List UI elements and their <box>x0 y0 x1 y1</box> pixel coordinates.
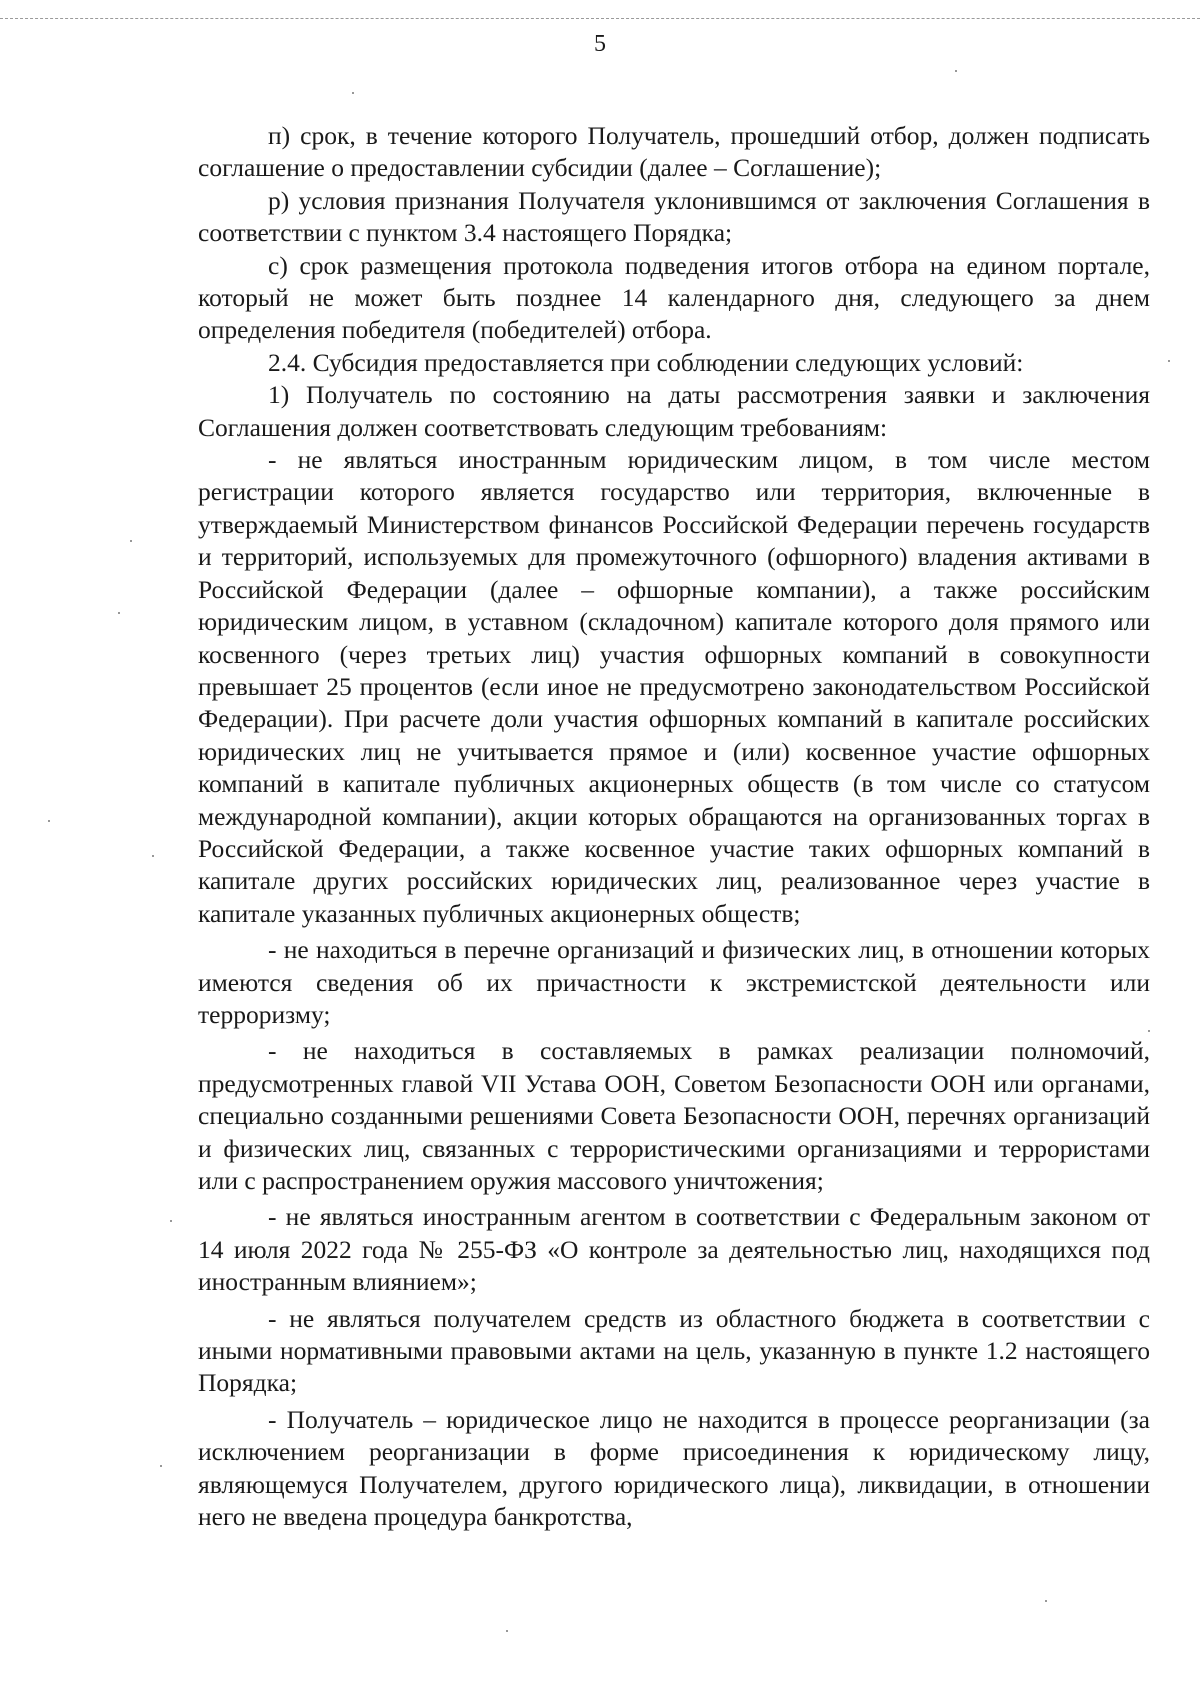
scan-speck <box>955 70 957 72</box>
scan-edge-line <box>0 18 1200 19</box>
paragraph-reorganization-requirement: - Получатель – юридическое лицо не находится в процессе реорганизации (за исключением реорганизации в форме присоединения к юридическому лицу, являющемуся Получателем, другого юридического лица), ликвидации, в отношении него не введена процедура банкротства, <box>198 1404 1150 1532</box>
page-number: 5 <box>594 31 606 57</box>
scan-speck <box>1148 1030 1150 1032</box>
paragraph-budget-funds-requirement: - не являться получателем средств из областного бюджета в соответствии с иными нормативными правовыми актами на цель, указанную в пункте 1.2 настоящего Порядка; <box>198 1303 1150 1398</box>
document-body <box>198 120 1150 1533</box>
paragraph-extremism-requirement: - не находиться в перечне организаций и физических лиц, в отношении которых имеются сведения об их причастности к экстремистской деятельности или терроризму; <box>198 935 1150 1029</box>
paragraph-un-sanctions-requirement: - не находиться в составляемых в рамках реализации полномочий, предусмотренных главой VII Устава ООН, Советом Безопасности ООН или органами, специально созданными решениями Совета Безопасности ООН, перечнях организаций и физических лиц, связанных с террористическими организациями и террористами или с распространением оружия массового уничтожения; <box>198 1036 1150 1195</box>
paragraph-r: р) условия признания Получателя уклонившимся от заключения Соглашения в соответствии с пунктом 3.4 настоящего Порядка; <box>198 185 1150 248</box>
scan-speck <box>506 1630 508 1632</box>
paragraph-s: с) срок размещения протокола подведения итогов отбора на едином портале, который не может быть позднее 14 календарного дня, следующего за днем определения победителя (победителей) отбора. <box>198 250 1150 345</box>
scan-speck <box>48 820 50 822</box>
scan-speck <box>160 1465 162 1467</box>
scan-speck <box>1045 1600 1047 1602</box>
scan-speck <box>1168 360 1170 362</box>
paragraph-2-4: 2.4. Субсидия предоставляется при соблюдении следующих условий: <box>268 347 1024 377</box>
paragraph-p: п) срок, в течение которого Получатель, прошедший отбор, должен подписать соглашение о предоставлении субсидии (далее – Соглашение); <box>198 121 1150 183</box>
paragraph-foreign-agent-requirement: - не являться иностранным агентом в соответствии с Федеральным законом от 14 июля 2022 года № 255-ФЗ «О контроле за деятельностью лиц, находящихся под иностранным влиянием»; <box>198 1202 1150 1297</box>
scan-speck <box>130 540 132 542</box>
scan-speck <box>152 855 154 857</box>
paragraph-condition-1: 1) Получатель по состоянию на даты рассмотрения заявки и заключения Соглашения должен соответствовать следующим требованиям: <box>198 380 1150 442</box>
paragraph-offshore-requirement: - не являться иностранным юридическим лицом, в том числе местом регистрации которого является государство или территория, включенные в утверждаемый Министерством финансов Российской Федерации перечень государств и территорий, используемых для промежуточного (офшорного) владения активами в Российской Федерации (далее – офшорные компании), а также российским юридическим лицом, в уставном (складочном) капитале которого доля прямого или косвенного (через третьих лиц) участия офшорных компаний в совокупности превышает 25 процентов (если иное не предусмотрено законодательством Российской Федерации). При расчете доли участия офшорных компаний в капитале российских юридических лиц не учитывается прямое и (или) косвенное участие офшорных компаний в капитале публичных акционерных обществ (в том числе со статусом международной компании), акции которых обращаются на организованных торгах в Российской Федерации, а также косвенное участие таких офшорных компаний в капитале других российских юридических лиц, реализованное через участие в капитале указанных публичных акционерных обществ; <box>198 445 1150 928</box>
scan-speck <box>118 612 120 614</box>
scan-speck <box>170 1220 172 1222</box>
scan-speck <box>352 92 354 94</box>
